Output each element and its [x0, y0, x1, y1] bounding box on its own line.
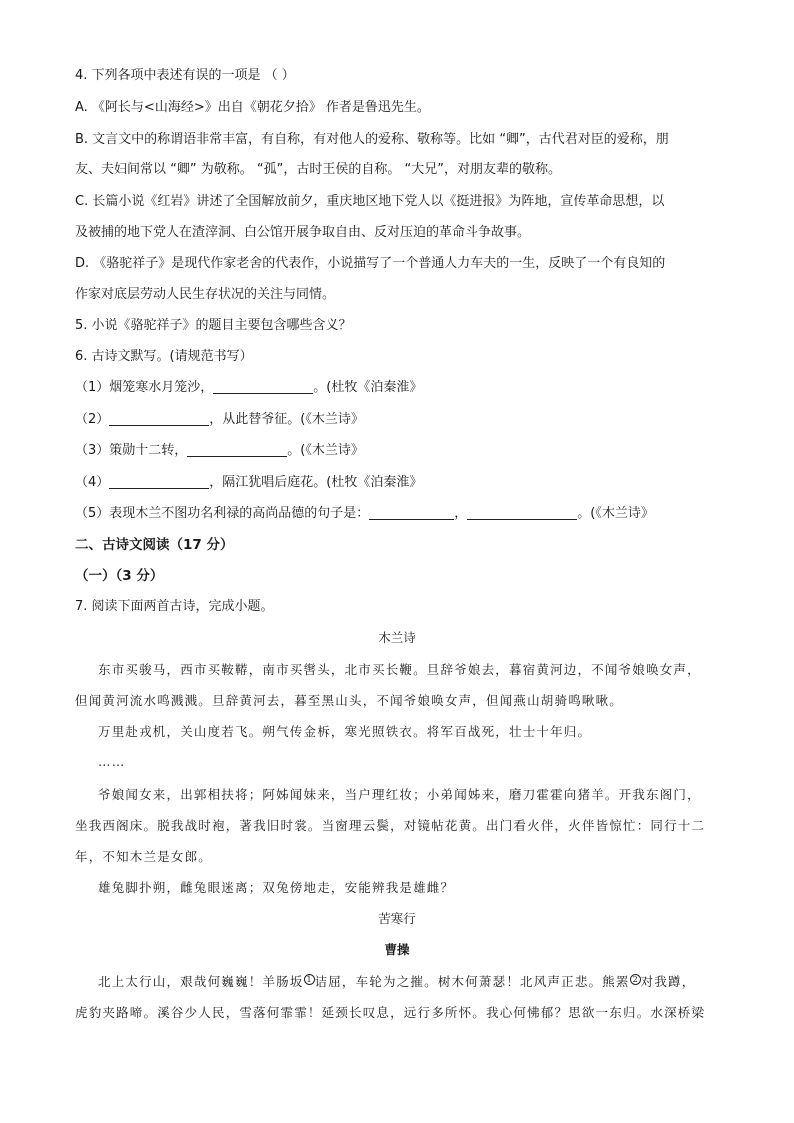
q6-item-3-prefix: （3）策勋十二转，: [75, 443, 188, 458]
q4-option-c-line1: C. 长篇小说《红岩》讲述了全国解放前夕，重庆地区地下党人以《挺进报》为阵地，宣传革命思想，以: [75, 194, 665, 209]
poem-1-line: 万里赴戎机，关山度若飞。朔气传金柝，寒光照铁衣。将军百战死，壮士十年归。: [98, 724, 592, 739]
q4-stem: 4. 下列各项中表述有误的一项是 （ ）: [75, 68, 295, 83]
q4-option-d-line1: D. 《骆驼祥子》是现代作家老舍的代表作，小说描写了一个普通人力车夫的一生，反映了一个有良知的: [75, 256, 666, 271]
q4-option-c-line2: 及被捕的地下党人在渣滓洞、白公馆开展争取自由、反对压迫的革命斗争故事。: [75, 225, 531, 240]
answer-blank[interactable]: [213, 379, 313, 394]
q6-item-5: [75, 504, 654, 524]
answer-blank[interactable]: [187, 442, 287, 457]
poem-1-ellipsis: ……: [98, 754, 126, 769]
q6-item-2-suffix: ，从此替爷征。(《木兰诗》: [209, 412, 364, 427]
answer-blank[interactable]: [109, 411, 209, 426]
poem-1-line: 爷娘闻女来，出郭相扶将；阿姊闻妹来，当户理红妆；小弟闻姊来，磨刀霍霍向猪羊。开我东阁门，: [98, 787, 701, 802]
poem-1-line: 雄兔脚扑朔，雌兔眼迷离；双兔傍地走，安能辨我是雄雌？: [98, 880, 455, 895]
q6-item-1-prefix: （1）烟笼寒水月笼沙，: [75, 380, 214, 395]
q6-item-2-prefix: （2）: [75, 412, 110, 427]
poem-1-line: 但闻黄河流水鸣溅溅。旦辞黄河去，暮至黑山头，不闻爷娘唤女声，但闻燕山胡骑鸣啾啾。: [75, 693, 624, 708]
q4-option-b-line1: B. 文言文中的称谓语非常丰富，有自称，有对他人的爱称、敬称等。比如 “卿”，古代君对臣的爱称，朋: [75, 132, 669, 147]
q6-item-4: [75, 473, 422, 493]
q4-option-d-line2: 作家对底层劳动人民生存状况的关注与同情。: [75, 287, 336, 302]
poem-2-line: [98, 972, 695, 992]
footnote-marker[interactable]: 2: [630, 974, 641, 985]
q5-stem: 5. 小说《骆驼祥子》的题目主要包含哪些含义？: [75, 318, 352, 333]
poem-2-line-part: 对我蹲，: [640, 974, 696, 989]
poem-1-title: 木兰诗: [378, 630, 416, 645]
poem-2-line: 虎豹夹路啼。溪谷少人民，雪落何霏霏！延颈长叹息，远行多所怀。我心何怫郁？思欲一东归。水深桥梁: [75, 1005, 706, 1020]
q6-item-5-prefix: （5）表现木兰不图功名利禄的高尚品德的句子是：: [75, 506, 370, 521]
q4-option-a: A. 《阿长与<山海经>》出自《朝花夕拾》 作者是鲁迅先生。: [75, 100, 430, 115]
section-2-heading: 二、古诗文阅读（17 分）: [75, 537, 234, 553]
answer-blank[interactable]: [467, 505, 577, 520]
section-2-subheading: （一）（3 分）: [75, 568, 164, 584]
q6-item-1: [75, 378, 422, 398]
q6-item-3-suffix: 。(《木兰诗》: [287, 443, 364, 458]
poem-2-title: 苦寒行: [378, 911, 416, 926]
poem-1-line: 年，不知木兰是女郎。: [75, 849, 213, 864]
q7-stem: 7. 阅读下面两首古诗，完成小题。: [75, 599, 274, 614]
q4-option-b-line2: 友、夫妇间常以 “卿” 为敬称。 “孤”，古时王侯的自称。 “大兄”，对朋友辈的敬称。: [75, 162, 561, 177]
q6-item-5-separator: ，: [454, 506, 468, 521]
q6-item-2: [75, 410, 364, 430]
footnote-marker[interactable]: 1: [304, 974, 315, 985]
q6-item-4-prefix: （4）: [75, 475, 110, 490]
poem-2-author: 曹操: [384, 942, 410, 957]
q6-stem: 6. 古诗文默写。(请规范书写）: [75, 349, 253, 364]
poem-1-line: 坐我西阁床。脱我战时袍，著我旧时裳。当窗理云鬓，对镜帖花黄。出门看火伴，火伴皆惊忙：同行十二: [75, 818, 706, 833]
poem-2-line-part: 诘屈，车轮为之摧。树木何萧瑟！北风声正悲。熊罴: [314, 974, 630, 989]
q6-item-3: [75, 441, 364, 461]
q6-item-1-suffix: 。(杜牧《泊秦淮》: [313, 380, 423, 395]
answer-blank[interactable]: [369, 505, 454, 520]
q6-item-4-suffix: ，隔江犹唱后庭花。(杜牧《泊秦淮》: [209, 475, 423, 490]
q6-item-5-suffix: 。(《木兰诗》: [577, 506, 654, 521]
answer-blank[interactable]: [109, 474, 209, 489]
poem-2-line-part: 北上太行山，艰哉何巍巍！羊肠坂: [98, 974, 304, 989]
poem-1-line: 东市买骏马，西市买鞍鞯，南市买辔头，北市买长鞭。旦辞爷娘去，暮宿黄河边，不闻爷娘唤女声，: [98, 662, 701, 677]
